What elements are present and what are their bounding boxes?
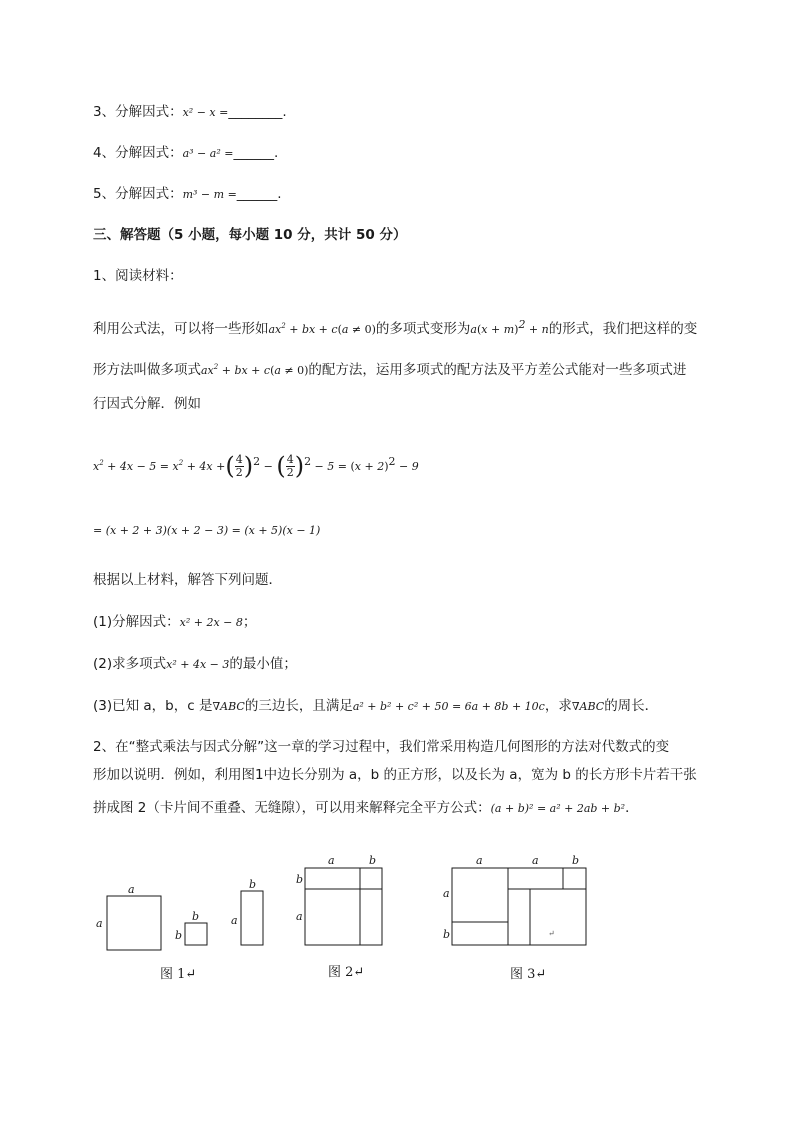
- fig3-label-a-left: a: [443, 887, 450, 900]
- fig2-label-a-left: a: [296, 910, 303, 923]
- question-5: 5、分解因式：m³ − m =______.: [93, 186, 282, 202]
- fig3-outer: [452, 868, 586, 945]
- fig1-label-a-left: a: [96, 917, 103, 930]
- problem-2-line-2: 形加以说明．例如，利用图1中边长分别为 a，b 的正方形，以及长为 a，宽为 b 的长方形卡片若干张: [93, 767, 697, 783]
- problem-1-paragraph-2: 形方法叫做多项式$ax^2$ + bx + c(a ≠ 0)的配方法，运用多项式的配方法及平方差公式能对一些多项式进: [93, 362, 687, 378]
- fig1-label-a-rect: a: [231, 914, 238, 927]
- fig1-label-b-left: b: [175, 929, 183, 942]
- q3-blank: ________: [228, 104, 283, 120]
- problem-1-paragraph-1: 利用公式法，可以将一些形如$ax^2$ + bx + c(a ≠ 0)的多项式变形为$a(x + m)^2 + n$的形式，我们把这样的变: [93, 318, 698, 337]
- poly-general-form: $ax^2$ + bx + c: [268, 322, 338, 336]
- q4-blank: ______: [233, 145, 274, 161]
- vertex-form: a: [470, 323, 477, 336]
- fig3-label-a-top-2: a: [532, 854, 539, 867]
- fig3-label-b-top: b: [572, 854, 580, 867]
- sub-heading: 根据以上材料，解答下列问题．: [93, 572, 282, 588]
- fig2-outer: [305, 868, 382, 945]
- fig3-caption: 图 3↵: [510, 967, 547, 982]
- problem-2-line-3: 拼成图 2（卡片间不重叠、无缝隙），可以用来解释完全平方公式：(a + b)² = a² + 2ab + b²．: [93, 800, 639, 816]
- fig2-label-b-top: b: [369, 854, 377, 867]
- fig3-label-b-left: b: [443, 928, 451, 941]
- fig1-rectangle-ab: [241, 891, 263, 945]
- fig1-label-b-top: b: [192, 910, 200, 923]
- fig3-return-marker: ↵: [548, 929, 555, 938]
- fig3-label-a-top-1: a: [476, 854, 483, 867]
- subquestion-2: (2)求多项式x² + 4x − 3的最小值；: [93, 656, 297, 672]
- problem-2-line-1: 2、在“整式乘法与因式分解”这一章的学习过程中，我们常采用构造几何图形的方法对代数式的变: [93, 739, 670, 755]
- fig2-label-b-left: b: [296, 873, 304, 886]
- fig1-square-a: [107, 896, 161, 950]
- fig2-caption: 图 2↵: [328, 965, 365, 980]
- q5-expression: m³ − m =: [182, 188, 237, 201]
- q5-blank: ______: [236, 186, 278, 202]
- figures: [0, 840, 794, 1090]
- fig1-caption: 图 1↵: [160, 967, 197, 982]
- section-heading: 三、解答题（5 小题，每小题 10 分，共计 50 分）: [93, 227, 407, 243]
- example-equation-1: $x^2 + 4x - 5 = x^2 + 4x$ +( $\frac{4}{2}$ )$^2$ − ( $\frac{4}{2}$ )$^2 - 5 = (x + 2)^2 - 9$: [93, 452, 419, 480]
- fig2-label-a-top: a: [328, 854, 335, 867]
- question-3: 3、分解因式：x² − x =________.: [93, 104, 287, 120]
- subquestion-1: (1)分解因式：x² + 2x − 8；: [93, 614, 257, 630]
- fig1-label-a-top: a: [128, 883, 135, 896]
- square-formula: (a + b)² = a² + 2ab + b²: [490, 802, 626, 815]
- example-equation-2: = (x + 2 + 3)(x + 2 − 3) = (x + 5)(x − 1): [93, 524, 321, 537]
- q4-expression: a³ − a² =: [182, 147, 234, 160]
- fig1-square-b: [185, 923, 207, 945]
- poly-general-form-2: $ax^2$ + bx + c: [201, 363, 271, 377]
- q3-expression: x² − x =: [182, 106, 229, 119]
- problem-1-paragraph-3: 行因式分解．例如: [93, 396, 201, 412]
- question-4: 4、分解因式：a³ − a² =______.: [93, 145, 279, 161]
- subquestion-3: (3)已知 a，b，c 是∇ABC的三边长，且满足a² + b² + c² + 50 = 6a + 8b + 10c，求∇ABC的周长．: [93, 698, 659, 714]
- problem-1-intro: 1、阅读材料：: [93, 268, 183, 284]
- fig1-label-b-rect: b: [249, 878, 257, 891]
